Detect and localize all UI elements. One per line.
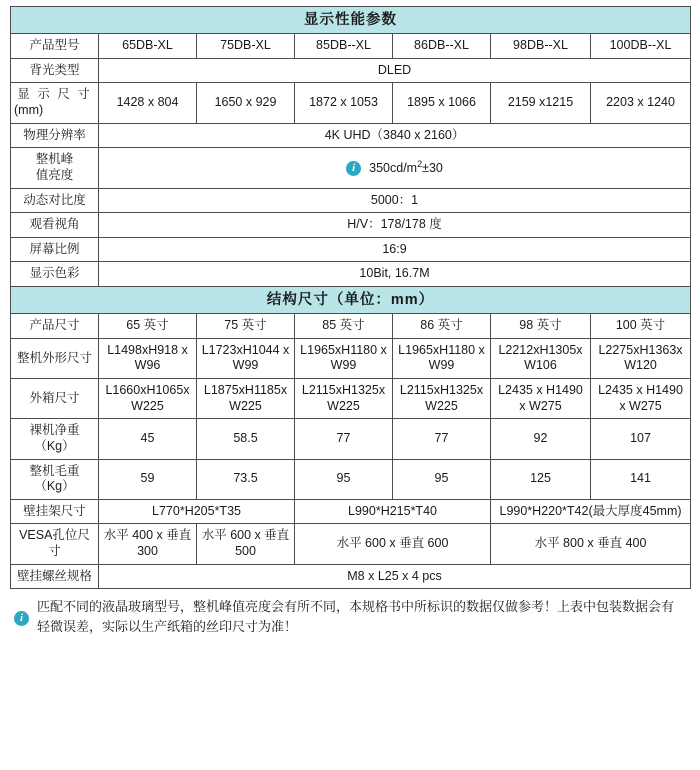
cell-net-weight-100: 107 [591,419,691,459]
cell-gross-weight-86: 95 [393,459,491,499]
row-label-gross-weight-line2: （Kg） [34,479,75,494]
cell-aspect-ratio-value: 16:9 [99,237,691,262]
cell-gross-weight-75: 73.5 [197,459,295,499]
row-label-color: 显示色彩 [11,262,99,287]
table-row [11,314,691,339]
cell-carton-100: L2435 x H1490 x W275 [591,379,691,419]
row-label-product-size: 产品尺寸 [11,314,99,339]
cell-net-weight-75: 58.5 [197,419,295,459]
cell-model-86: 86DB--XL [393,34,491,59]
table-row [11,237,691,262]
cell-resolution-value: 4K UHD（3840 x 2160） [99,123,691,148]
cell-wall-screw-value: M8 x L25 x 4 pcs [99,564,691,589]
cell-inch-75: 75 英寸 [197,314,295,339]
cell-outer-98: L2212xH1305xW106 [491,338,591,378]
display-section-title: 显示性能参数 [11,7,691,34]
cell-contrast-value: 5000：1 [99,188,691,213]
cell-gross-weight-100: 141 [591,459,691,499]
row-label-vesa-line1: VESA孔位尺 [19,528,90,543]
table-row [11,262,691,287]
table-row [11,499,691,524]
peak-brightness-sup: 2 [417,158,423,169]
row-label-wall-mount-size: 壁挂架尺寸 [11,499,99,524]
cell-carton-65: L1660xH1065xW225 [99,379,197,419]
cell-color-value: 10Bit, 16.7M [99,262,691,287]
table-row [11,524,691,564]
cell-model-75: 75DB-XL [197,34,295,59]
footnote [10,595,690,637]
row-label-gross-weight [11,459,99,499]
table-row [11,58,691,83]
cell-wall-mount-group-3: L990*H220*T42(最大厚度45mm) [491,499,691,524]
table-row [11,123,691,148]
row-label-net-weight-line1: 裸机净重 [29,423,80,438]
row-label-vesa-line2: 寸 [48,544,61,558]
cell-net-weight-85: 77 [295,419,393,459]
table-row [11,148,691,188]
cell-gross-weight-65: 59 [99,459,197,499]
cell-carton-86: L2115xH1325xW225 [393,379,491,419]
cell-model-100: 100DB--XL [591,34,691,59]
cell-vesa-group-3: 水平 600 x 垂直 600 [295,524,491,564]
info-icon: i [14,611,29,626]
cell-net-weight-65: 45 [99,419,197,459]
cell-outer-75: L1723xH1044 x W99 [197,338,295,378]
row-label-backlight: 背光类型 [11,58,99,83]
cell-size-85: 1872 x 1053 [295,83,393,123]
row-label-contrast: 动态对比度 [11,188,99,213]
cell-outer-86: L1965xH1180 x W99 [393,338,491,378]
row-label-display-size-unit: (mm) [14,103,44,117]
cell-model-85: 85DB--XL [295,34,393,59]
row-label-model: 产品型号 [11,34,99,59]
row-label-outer-dimension [11,338,99,378]
specification-table [10,6,691,589]
row-label-gross-weight-line1: 整机毛重 [29,463,80,478]
table-row [11,213,691,238]
structure-section-title: 结构尺寸（单位：mm） [11,287,691,314]
cell-peak-brightness-value [99,148,691,188]
footnote-text: 匹配不同的液晶玻璃型号，整机峰值亮度会有所不同，本规格书中所标识的数据仅做参考！上表中包装数据会有轻微误差，实际以生产纸箱的丝印尺寸为准！ [37,599,675,635]
table-row [11,419,691,459]
table-row [11,83,691,123]
table-row [11,34,691,59]
cell-inch-65: 65 英寸 [99,314,197,339]
cell-model-98: 98DB--XL [491,34,591,59]
cell-size-86: 1895 x 1066 [393,83,491,123]
cell-vesa-group-2: 水平 600 x 垂直 500 [197,524,295,564]
cell-outer-100: L2275xH1363xW120 [591,338,691,378]
cell-viewing-angle-value: H/V：178/178 度 [99,213,691,238]
row-label-resolution: 物理分辨率 [11,123,99,148]
cell-wall-mount-group-1: L770*H205*T35 [99,499,295,524]
cell-inch-85: 85 英寸 [295,314,393,339]
row-label-aspect-ratio: 屏幕比例 [11,237,99,262]
cell-net-weight-86: 77 [393,419,491,459]
cell-vesa-group-1: 水平 400 x 垂直 300 [99,524,197,564]
row-label-peak-brightness-line1: 整机峰 [35,152,74,167]
row-label-peak-brightness [11,148,99,188]
cell-gross-weight-98: 125 [491,459,591,499]
cell-carton-75: L1875xH1185xW225 [197,379,295,419]
row-label-net-weight-line2: （Kg） [34,438,75,453]
cell-size-75: 1650 x 929 [197,83,295,123]
cell-inch-98: 98 英寸 [491,314,591,339]
row-label-display-size-text: 显 示 尺 寸 [17,87,92,102]
table-row [11,379,691,419]
cell-inch-86: 86 英寸 [393,314,491,339]
row-label-carton-size: 外箱尺寸 [11,379,99,419]
cell-gross-weight-85: 95 [295,459,393,499]
cell-inch-100: 100 英寸 [591,314,691,339]
cell-size-100: 2203 x 1240 [591,83,691,123]
cell-wall-mount-group-2: L990*H215*T40 [295,499,491,524]
table-row [11,338,691,378]
table-row [11,564,691,589]
table-row [11,459,691,499]
cell-vesa-group-4: 水平 800 x 垂直 400 [491,524,691,564]
peak-brightness-tail: ±30 [422,161,443,176]
table-row [11,7,691,34]
cell-carton-85: L2115xH1325xW225 [295,379,393,419]
cell-size-65: 1428 x 804 [99,83,197,123]
cell-backlight-value: DLED [99,58,691,83]
peak-brightness-text: 350cd/m [369,161,418,176]
table-row [11,188,691,213]
row-label-wall-screw: 壁挂螺丝规格 [11,564,99,589]
row-label-vesa [11,524,99,564]
cell-net-weight-98: 92 [491,419,591,459]
table-row [11,287,691,314]
cell-size-98: 2159 x1215 [491,83,591,123]
row-label-outer-dimension-text: 整机外形尺寸 [16,350,92,365]
cell-outer-85: L1965xH1180 x W99 [295,338,393,378]
row-label-display-size [11,83,99,123]
info-icon: i [346,161,361,176]
cell-carton-98: L2435 x H1490 x W275 [491,379,591,419]
row-label-peak-brightness-line2: 值亮度 [35,167,74,182]
row-label-net-weight [11,419,99,459]
cell-outer-65: L1498xH918 x W96 [99,338,197,378]
cell-model-65: 65DB-XL [99,34,197,59]
row-label-viewing-angle: 观看视角 [11,213,99,238]
